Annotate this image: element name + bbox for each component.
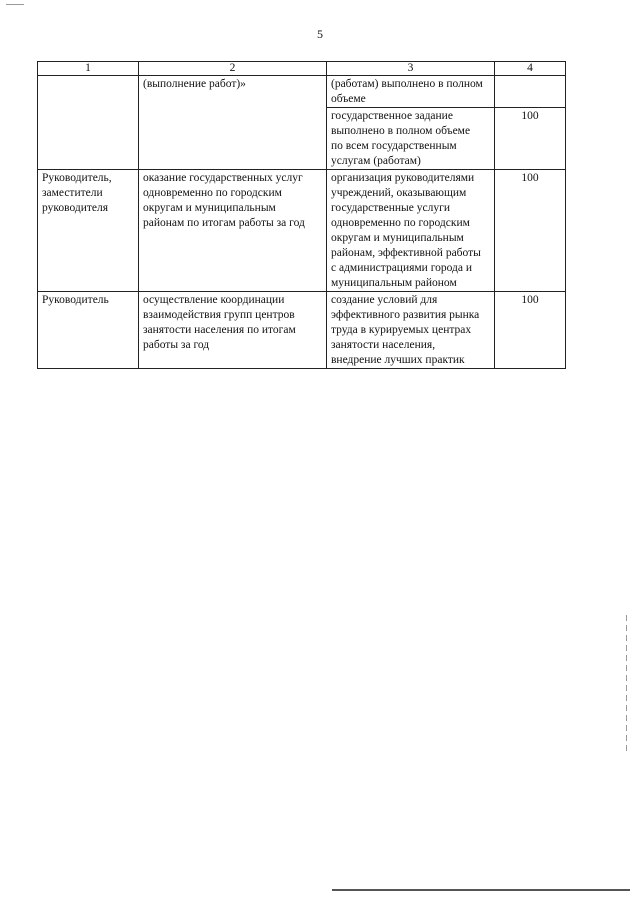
position-text: Руководитель, заместители руководителя xyxy=(42,172,112,214)
position-cell xyxy=(38,292,139,369)
criterion-text: (работам) выполнено в полном объеме xyxy=(331,78,483,105)
table-row xyxy=(38,76,566,108)
position-cell xyxy=(38,170,139,292)
scan-mark-right-edge xyxy=(626,615,627,755)
criterion-cell xyxy=(327,170,495,292)
column-header-1: 1 xyxy=(38,62,139,76)
position-text: Руководитель xyxy=(42,294,109,306)
column-header-3: 3 xyxy=(327,62,495,76)
indicator-cell xyxy=(139,292,327,369)
criterion-text: создание условий для эффективного развития рынка труда в курируемых центрах занятости населения, внедрение лучших практик xyxy=(331,294,480,366)
value-cell xyxy=(495,170,566,292)
value-text: 100 xyxy=(521,172,539,184)
criterion-cell xyxy=(327,292,495,369)
value-text: 100 xyxy=(521,110,539,122)
value-cell xyxy=(495,76,566,108)
criteria-table xyxy=(37,61,566,369)
table-row xyxy=(38,292,566,369)
position-cell xyxy=(38,76,139,170)
page-number: 5 xyxy=(317,27,323,41)
value-cell xyxy=(495,108,566,170)
table-header-row xyxy=(38,62,566,76)
indicator-text: осуществление координации взаимодействия групп центров занятости населения по итогам работы за год xyxy=(143,294,296,351)
scan-mark-top-left xyxy=(6,4,24,5)
scan-mark-bottom xyxy=(332,889,630,891)
value-cell xyxy=(495,292,566,369)
value-text: 100 xyxy=(521,294,539,306)
indicator-text: (выполнение работ)» xyxy=(143,78,246,90)
column-header-4: 4 xyxy=(495,62,566,76)
indicator-cell xyxy=(139,170,327,292)
column-header-2: 2 xyxy=(139,62,327,76)
criterion-text: организация руководителями учреждений, оказывающим государственные услуги одновременно по городским округам и муниципальным районам, эффективной работы с администрациями города и муниципальным районом xyxy=(331,172,481,289)
table-row xyxy=(38,170,566,292)
criterion-cell xyxy=(327,76,495,108)
indicator-text: оказание государственных услуг одновременно по городским округам и муниципальным районам по итогам работы за год xyxy=(143,172,305,229)
criterion-cell xyxy=(327,108,495,170)
indicator-cell xyxy=(139,76,327,170)
criterion-text: государственное задание выполнено в полном объеме по всем государственным услугам (работам) xyxy=(331,110,471,167)
